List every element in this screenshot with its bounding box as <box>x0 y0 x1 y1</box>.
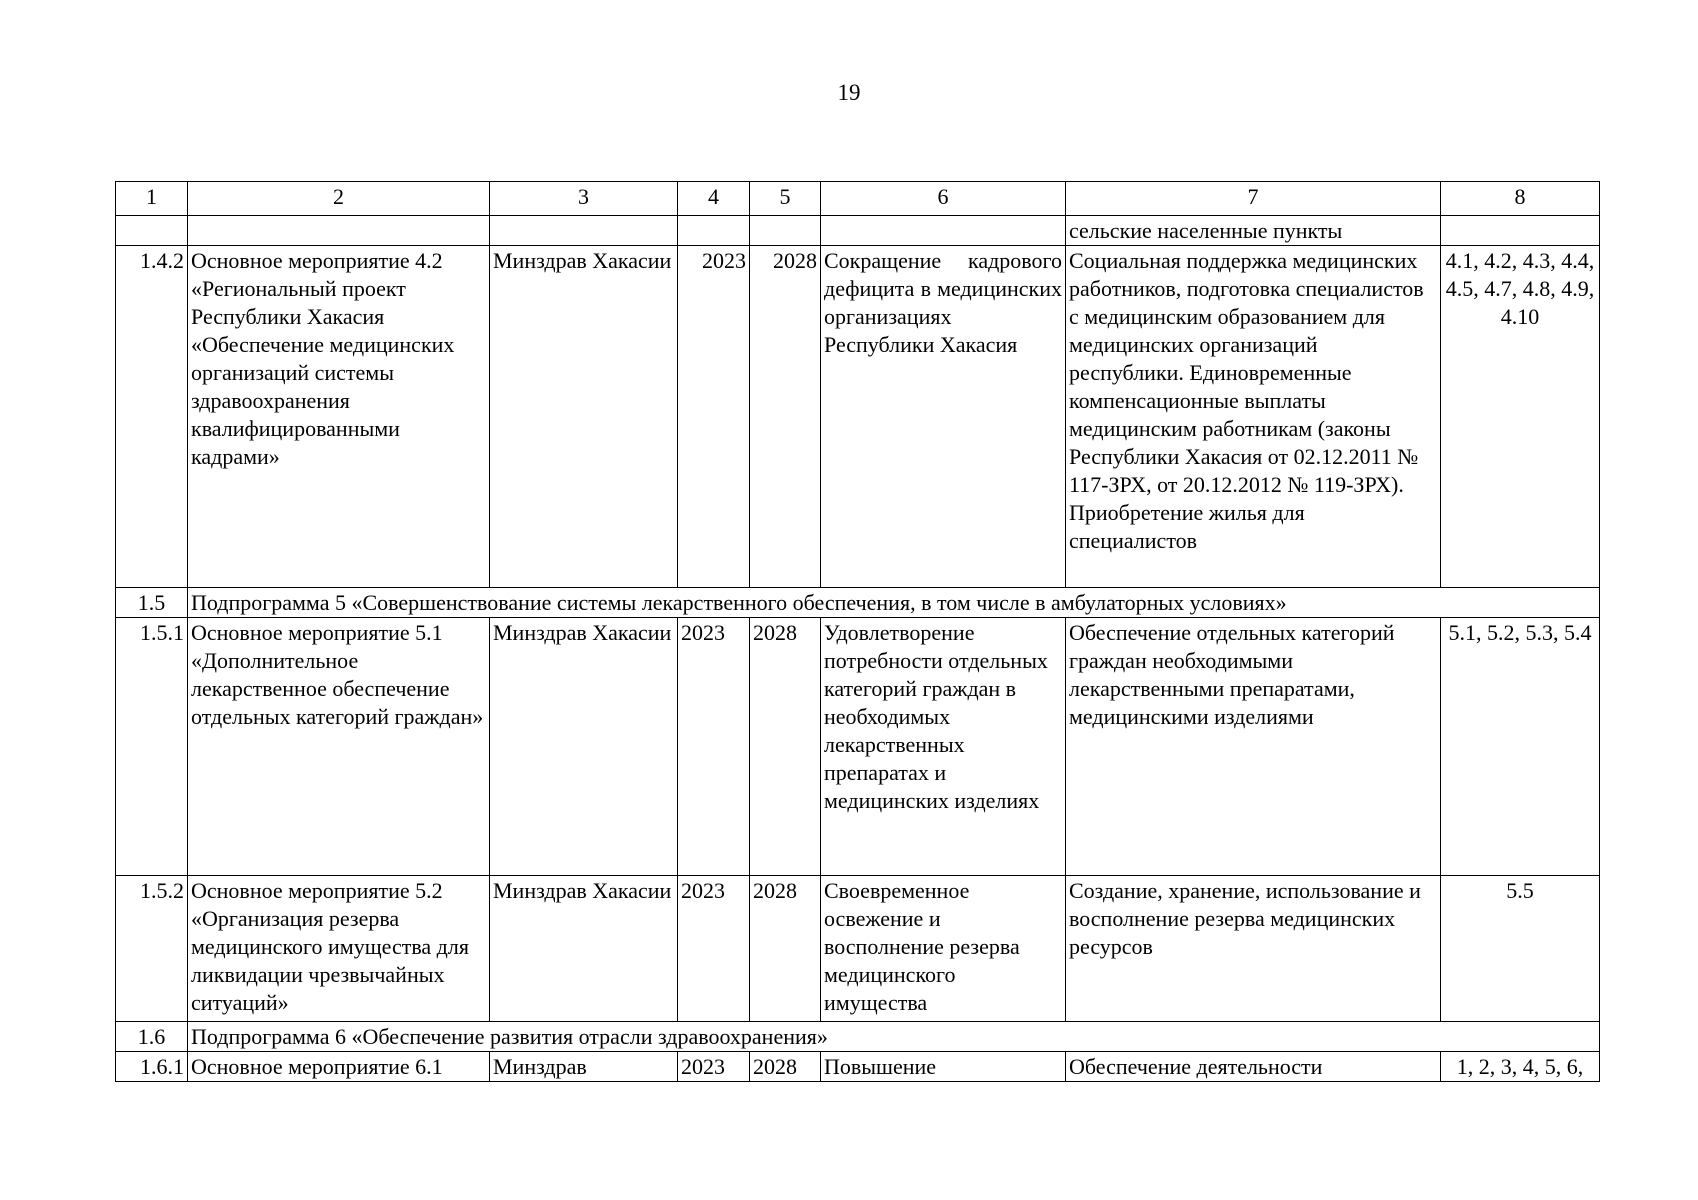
indicators: 4.1, 4.2, 4.3, 4.4, 4.5, 4.7, 4.8, 4.9, 4.10 <box>1441 246 1600 588</box>
page-number: 19 <box>837 80 861 105</box>
main-directions: сельские населенные пункты <box>1066 216 1441 246</box>
row-number: 1.6.1 <box>116 1052 188 1082</box>
table-header-row <box>116 182 1600 216</box>
column-header: 6 <box>821 182 1066 216</box>
expected-result: Повышение <box>821 1052 1066 1082</box>
subprogram-title: Подпрограмма 5 «Совершенствование системы лекарственного обеспечения, в том числе в амбулаторных условиях» <box>188 588 1600 618</box>
start-year <box>678 216 750 246</box>
indicators: 1, 2, 3, 4, 5, 6, <box>1441 1052 1600 1082</box>
indicators: 5.5 <box>1441 876 1600 1022</box>
subprogram-row <box>116 1022 1600 1052</box>
column-header: 2 <box>188 182 490 216</box>
start-year: 2023 <box>678 876 750 1022</box>
event-name: Основное мероприятие 5.2 «Организация резерва медицинского имущества для ликвидации чрезвычайных ситуаций» <box>188 876 490 1022</box>
column-header: 7 <box>1066 182 1441 216</box>
executor: Минздрав Хакасии <box>490 246 678 588</box>
executor: Минздрав Хакасии <box>490 876 678 1022</box>
row-number: 1.4.2 <box>116 246 188 588</box>
end-year: 2028 <box>750 246 821 588</box>
end-year <box>750 216 821 246</box>
row-number: 1.5.2 <box>116 876 188 1022</box>
subprogram-row <box>116 588 1600 618</box>
event-name <box>188 216 490 246</box>
indicators <box>1441 216 1600 246</box>
start-year: 2023 <box>678 1052 750 1082</box>
end-year: 2028 <box>750 1052 821 1082</box>
row-number <box>116 216 188 246</box>
start-year: 2023 <box>678 618 750 876</box>
table-row <box>116 618 1600 876</box>
row-number: 1.5.1 <box>116 618 188 876</box>
executor: Минздрав <box>490 1052 678 1082</box>
row-number: 1.6 <box>116 1022 188 1052</box>
column-header: 4 <box>678 182 750 216</box>
end-year: 2028 <box>750 618 821 876</box>
expected-result: Удовлетворение потребности отдельных категорий граждан в необходимых лекарственных препаратах и медицинских изделиях <box>821 618 1066 876</box>
main-directions: Обеспечение отдельных категорий граждан необходимыми лекарственными препаратами, медицинскими изделиями <box>1066 618 1441 876</box>
row-number: 1.5 <box>116 588 188 618</box>
main-directions: Создание, хранение, использование и восполнение резерва медицинских ресурсов <box>1066 876 1441 1022</box>
column-header: 1 <box>116 182 188 216</box>
executor: Минздрав Хакасии <box>490 618 678 876</box>
table-row <box>116 1052 1600 1082</box>
start-year: 2023 <box>678 246 750 588</box>
event-name: Основное мероприятие 5.1 «Дополнительное лекарственное обеспечение отдельных категорий граждан» <box>188 618 490 876</box>
table-row <box>116 246 1600 588</box>
expected-result <box>821 216 1066 246</box>
event-name: Основное мероприятие 6.1 <box>188 1052 490 1082</box>
executor <box>490 216 678 246</box>
expected-result: Своевременное освежение и восполнение резерва медицинского имущества <box>821 876 1066 1022</box>
subprogram-title: Подпрограмма 6 «Обеспечение развития отрасли здравоохранения» <box>188 1022 1600 1052</box>
end-year: 2028 <box>750 876 821 1022</box>
main-directions: Социальная поддержка медицинских работников, подготовка специалистов с медицинским образованием для медицинских организаций республики. Единовременные компенсационные выплаты медицинским работникам (законы Республики Хакасия от 02.12.2011 № 117-ЗРХ, от 20.12.2012 № 119-ЗРХ). Приобретение жилья для специалистов <box>1066 246 1441 588</box>
table-row <box>116 216 1600 246</box>
indicators: 5.1, 5.2, 5.3, 5.4 <box>1441 618 1600 876</box>
column-header: 5 <box>750 182 821 216</box>
column-header: 8 <box>1441 182 1600 216</box>
main-directions: Обеспечение деятельности <box>1066 1052 1441 1082</box>
column-header: 3 <box>490 182 678 216</box>
program-events-table <box>115 181 1600 1082</box>
expected-result: Сокращение кадрового дефицита в медицинских организациях Республики Хакасия <box>821 246 1066 588</box>
table-row <box>116 876 1600 1022</box>
event-name: Основное мероприятие 4.2 «Региональный проект Республики Хакасия «Обеспечение медицинских организаций системы здравоохранения квалифицированными кадрами» <box>188 246 490 588</box>
